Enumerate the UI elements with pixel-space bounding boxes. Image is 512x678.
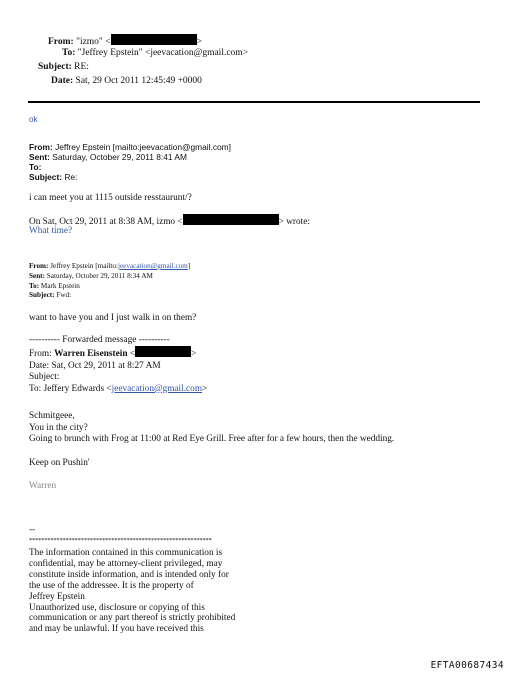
top-to-label: To: — [62, 48, 76, 58]
top-to-value: "Jeffrey Epstein" <jeevacation@gmail.com> — [77, 48, 249, 58]
msg3-email-link[interactable]: jeevacation@gmail.com — [117, 262, 188, 270]
msg3-from-line — [29, 262, 190, 272]
signoff: Keep on Pushin' — [29, 458, 90, 468]
msg2-header — [29, 142, 231, 182]
redaction-box — [183, 214, 279, 225]
forwarded-marker: ---------- Forwarded message ---------- — [29, 335, 170, 345]
msg3-to-value: Mark Epstein — [40, 281, 80, 290]
msg3-sent-line — [29, 272, 190, 282]
msg3-from-suffix: ] — [187, 262, 191, 270]
msg3-to-line — [29, 282, 190, 292]
disclaimer-line: and may be unlawful. If you have received this — [29, 624, 204, 635]
forwarded-body — [29, 411, 394, 446]
msg2-sent-value: Saturday, October 29, 2011 8:41 AM — [52, 152, 187, 162]
msg2-to-label: To: — [29, 162, 42, 172]
disclaimer-line: confidential, may be attorney-client privileged, may — [29, 558, 223, 569]
msg3-to-label: To: — [29, 281, 40, 290]
body-line: Going to brunch with Frog at 11:00 at Red Eye Grill. Free after for a few hours, then the wedding. — [29, 434, 395, 445]
body-line: You in the city? — [29, 422, 88, 433]
body-line: Schmitgeee, — [29, 411, 75, 421]
disclaimer-line: communication or any part thereof is strictly prohibited — [29, 613, 236, 624]
disclaimer-line: Unauthorized use, disclosure or copying of this — [29, 602, 205, 613]
forwarded-date-line: Date: Sat, Oct 29, 2011 at 8:27 AM — [29, 360, 161, 371]
forwarded-to-suffix: > — [202, 383, 208, 394]
top-from-close: > — [196, 37, 202, 47]
disclaimer-line: the use of the addressee. It is the property of — [29, 580, 194, 591]
msg2-from-label: From: — [29, 142, 53, 152]
msg2-subject-label: Subject: — [29, 172, 63, 182]
top-from-line — [48, 34, 202, 47]
top-date-value: Sat, 29 Oct 2011 12:45:49 +0000 — [75, 76, 202, 86]
forwarded-from-name: Warren Eisenstein — [54, 349, 128, 360]
top-from-value: "izmo" < — [76, 37, 111, 47]
msg3-header — [29, 262, 190, 301]
msg2-sent-label: Sent: — [29, 152, 50, 162]
msg3-from-prefix: Jeffrey Epstein [mailto: — [50, 262, 118, 270]
forwarded-from-open: < — [127, 349, 136, 360]
disclaimer-text — [29, 548, 235, 635]
top-to-line — [62, 48, 248, 58]
msg3-subject-label: Subject: — [29, 291, 55, 300]
disclaimer-stars: ************************************************************ — [29, 537, 212, 544]
msg3-body: want to have you and I just walk in on them? — [29, 313, 197, 323]
msg2-body: i can meet you at 1115 outside resstaurunt/? — [29, 193, 192, 203]
forwarded-from-label: From: — [29, 349, 52, 360]
disclaimer-dashes: -- — [29, 525, 36, 535]
msg3-subject-value: Fwd: — [56, 291, 72, 300]
msg3-sent-label: Sent: — [29, 271, 45, 280]
forwarded-to-line — [29, 384, 207, 395]
msg2-to-line — [29, 162, 231, 172]
forwarded-subject-line: Subject: — [29, 372, 60, 383]
redaction-box — [111, 34, 197, 45]
header-divider — [28, 101, 480, 103]
msg2-quoted-text: What time? — [29, 226, 73, 236]
disclaimer-line: Jeffrey Epstein — [29, 591, 85, 602]
top-subject-value: RE: — [74, 62, 89, 72]
msg3-sent-value: Saturday, October 29, 2011 8:34 AM — [46, 271, 153, 280]
disclaimer-line: constitute inside information, and is intended only for — [29, 569, 229, 580]
msg2-sent-line — [29, 152, 231, 162]
forwarded-from-line — [29, 346, 207, 360]
top-from-label: From: — [48, 37, 74, 47]
msg2-quote-prefix: On Sat, Oct 29, 2011 at 8:38 AM, izmo < — [29, 217, 183, 227]
msg2-quote-suffix: > wrote: — [278, 217, 310, 227]
forwarded-to-prefix: To: Jeffery Edwards < — [29, 383, 112, 394]
top-subject-line — [38, 62, 89, 72]
msg2-from-value: Jeffrey Epstein [mailto:jeevacation@gmail.com] — [55, 142, 231, 152]
msg2-subject-value: Re: — [64, 172, 78, 182]
msg2-subject-line — [29, 172, 231, 182]
forwarded-block — [29, 335, 207, 395]
forwarded-from-close: > — [191, 349, 197, 360]
msg3-from-label: From: — [29, 262, 49, 270]
msg2-from-line — [29, 142, 231, 152]
top-subject-label: Subject: — [38, 62, 72, 72]
signature: Warren — [29, 481, 57, 491]
top-date-line — [51, 76, 202, 86]
msg3-subject-line — [29, 291, 190, 301]
bates-number: EFTA00687434 — [430, 660, 504, 671]
redaction-box — [135, 346, 191, 357]
msg1-body: ok — [29, 115, 38, 124]
disclaimer-line: The information contained in this communication is — [29, 548, 223, 558]
forwarded-email-link[interactable]: jeevacation@gmail.com — [111, 383, 203, 394]
top-date-label: Date: — [51, 76, 74, 86]
